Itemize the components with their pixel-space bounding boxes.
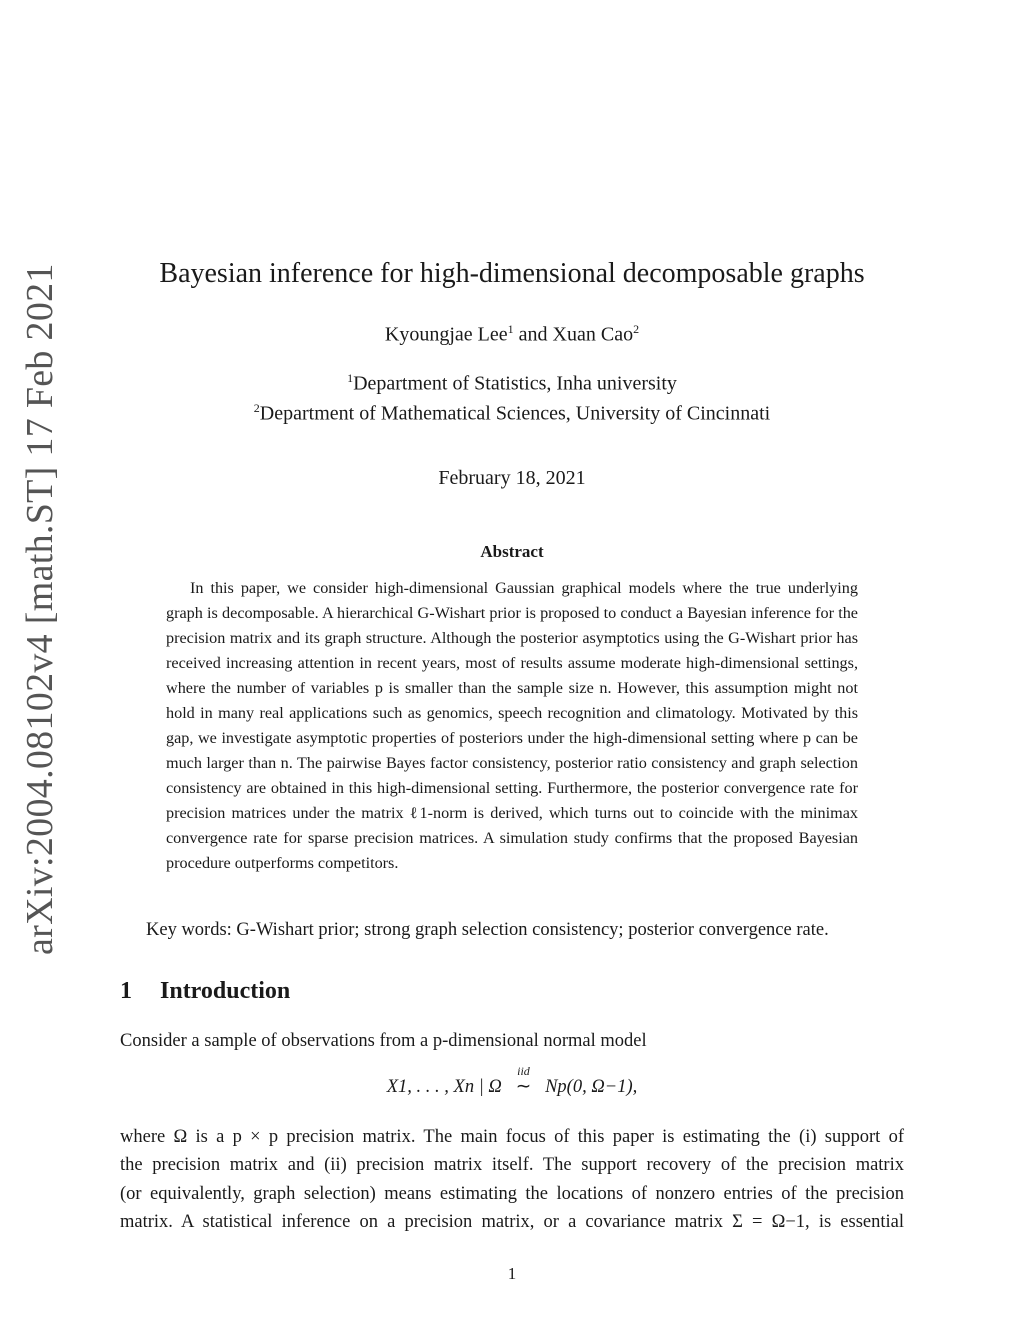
section-number: 1: [120, 978, 132, 1004]
body-line: matrix. A statistical inference on a precision matrix, or a covariance matrix Σ = Ω−1, is essential: [120, 1211, 904, 1232]
affiliation-text: Department of Statistics, Inha university: [353, 372, 677, 395]
equation-rhs: Np(0, Ω−1),: [545, 1077, 638, 1097]
affiliation-superscript: 2: [253, 401, 260, 415]
page-number: 1: [507, 1264, 517, 1283]
equation: [120, 1064, 904, 1098]
abstract-heading: Abstract: [480, 542, 544, 561]
tilde-symbol: ∼: [515, 1077, 532, 1097]
paper-date: February 18, 2021: [438, 467, 586, 489]
body-line: (or equivalently, graph selection) means estimating the locations of nonzero entries of the precision: [120, 1183, 904, 1204]
author-superscript: 1: [507, 322, 514, 336]
affiliation-superscript: 1: [347, 371, 354, 385]
section-title: Introduction: [160, 978, 291, 1004]
section-heading: [120, 978, 290, 1005]
author-name: Xuan Cao: [552, 323, 634, 346]
paper-title: Bayesian inference for high-dimensional decomposable graphs: [159, 258, 865, 289]
keywords: Key words: G-Wishart prior; strong graph selection consistency; posterior convergence rate.: [146, 920, 829, 940]
iid-label: iid: [517, 1064, 530, 1078]
body-paragraph: [120, 1123, 904, 1236]
body-line: the precision matrix and (ii) precision matrix itself. The support recovery of the precision matrix: [120, 1155, 904, 1176]
author-conjunction: and: [513, 323, 553, 346]
affiliation: [120, 371, 904, 396]
abstract-body: In this paper, we consider high-dimensional Gaussian graphical models where the true underlying graph is decomposable. A hierarchical G-Wishart prior is proposed to conduct a Bayesian inference for the precision matrix and its graph structure. Although the posterior asymptotics using the G-Wishart prior has received increasing attention in recent years, most of results assume moderate high-dimensional settings, where the number of variables p is smaller than the sample size n. However, this assumption might not hold in many real applications such as genomics, speech recognition and climatology. Motivated by this gap, we investigate asymptotic properties of posteriors under the high-dimensional setting where p can be much larger than n. The pairwise Bayes factor consistency, posterior ratio consistency and graph selection consistency are obtained in this high-dimensional setting. Furthermore, the posterior convergence rate for precision matrices under the matrix ℓ1-norm is derived, which turns out to coincide with the minimax convergence rate for sparse precision matrices. A simulation study confirms that the proposed Bayesian procedure outperforms competitors.: [166, 579, 858, 872]
arxiv-stamp: arXiv:2004.08102v4 [math.ST] 17 Feb 2021: [19, 263, 61, 955]
author-name: Kyoungjae Lee: [384, 323, 508, 346]
equation-lhs: X1, . . . , Xn | Ω: [386, 1077, 502, 1097]
body-line: where Ω is a p × p precision matrix. The main focus of this paper is estimating the (i) support of: [120, 1127, 904, 1147]
iid-operator: [506, 1064, 540, 1098]
author-line: [120, 322, 904, 347]
affiliation-text: Department of Mathematical Sciences, University of Cincinnati: [259, 402, 771, 425]
intro-sentence: Consider a sample of observations from a p-dimensional normal model: [120, 1031, 647, 1051]
affiliation: [120, 401, 904, 426]
author-superscript: 2: [633, 322, 640, 336]
